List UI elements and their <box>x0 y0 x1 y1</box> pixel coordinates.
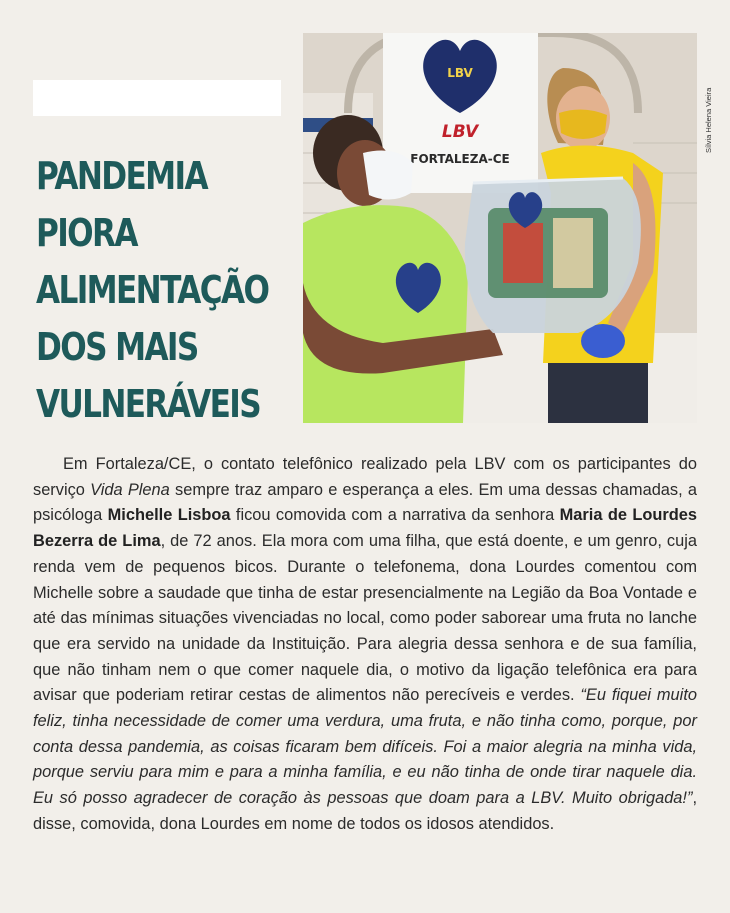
psychologist-name: Michelle Lisboa <box>107 506 231 525</box>
article-photo <box>303 33 697 423</box>
article-text: ficou comovida com a narrativa da senhora <box>230 506 560 525</box>
participant-name: Maria de Lourdes Bezerra de Lima <box>33 506 697 551</box>
sign-brand: LBV <box>441 122 479 142</box>
article-text: sempre traz amparo e esperança a eles. Em uma dessas chamadas, a psicóloga <box>33 480 698 525</box>
headline <box>36 148 269 433</box>
headline-line: VULNERÁVEIS <box>36 382 261 426</box>
headline-line: PIORA <box>36 211 137 255</box>
svg-text:LBV: LBV <box>447 66 473 80</box>
headline-line: ALIMENTAÇÃO <box>36 268 269 312</box>
service-name: Vida Plena <box>90 480 170 499</box>
article-body <box>33 452 697 838</box>
headline-line: DOS MAIS <box>36 325 198 369</box>
testimonial-quote: “Eu fiquei muito feliz, tinha necessidade de comer uma verdura, uma fruta, e não tinha como, porque, por conta dessa pandemia, as coisas ficaram bem difíceis. Foi a maior alegria na minha vida, porque serviu para mim e para a minha família, e eu não tinha de onde tirar naquele dia. Eu só posso agradecer de coração às pessoas que doam para a LBV. Muito obrigada!” <box>33 686 697 808</box>
article-text: Em Fortaleza/CE, o contato telefônico realizado pela LBV com os participantes do serviço <box>33 455 697 499</box>
article-text: , disse, comovida, dona Lourdes em nome de todos os idosos atendidos. <box>33 789 697 833</box>
header-label-bar <box>33 80 281 116</box>
sign-location: FORTALEZA-CE <box>410 152 510 166</box>
photo-credit: Sílvia Helena Vieira <box>704 87 713 153</box>
headline-line: PANDEMIA <box>36 154 207 198</box>
article-text: , de 72 anos. Ela mora com uma filha, que está doente, e um genro, cuja renda vem de pequenos bicos. Durante o telefonema, dona Lourdes comentou com Michelle sobre a saudade que tinha de estar presencialmente na Legião da Boa Vontade e até das mínimas situações vivenciadas no local, como poder saborear uma fruta no lanche que era servido na unidade da Instituição. Para alegria dessa senhora e de sua família, que não tinham nem o que comer naquele dia, o motivo da ligação telefônica era para avisar que poderiam retirar cestas de alimentos não perecíveis e verdes. <box>33 532 697 705</box>
